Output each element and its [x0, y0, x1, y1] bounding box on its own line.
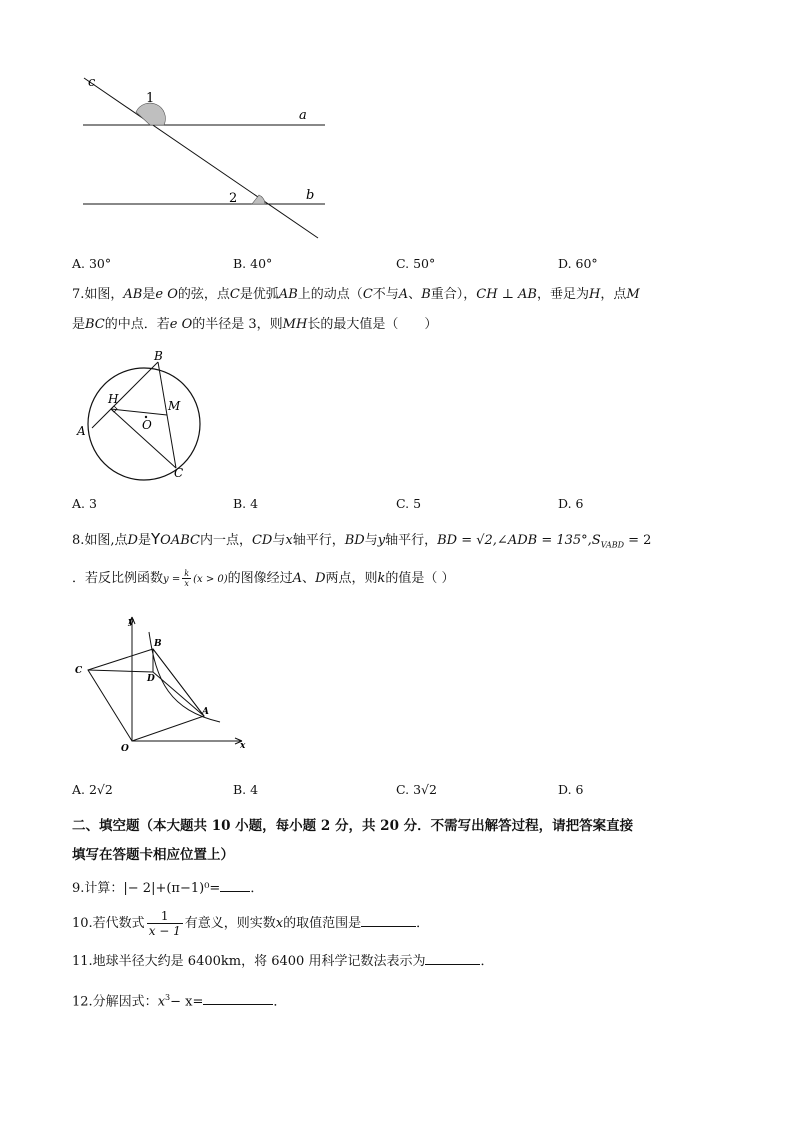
q8-line-2: ．若反比例函数y = $\frac{k}{x}$ (x > 0)的图像经过A、D两点，则k的值是（ ）: [72, 569, 455, 588]
label-b: b: [306, 188, 315, 203]
label-angle-1: 1: [146, 91, 155, 106]
q12-answer-blank: [203, 991, 273, 1005]
line-c: [84, 78, 318, 238]
label-M: M: [168, 399, 181, 413]
angle-2-marker: [252, 195, 265, 204]
label-y: y: [128, 617, 134, 627]
label-O: O: [142, 418, 152, 432]
q8-option-d: D. 6: [558, 782, 584, 797]
q7-option-c: C. 5: [396, 496, 422, 511]
q12-line: 12.分解因式：$x^3- x=$ ．: [72, 993, 287, 1010]
q8-option-a: A. 2√2: [72, 782, 113, 797]
q8-option-c: C. 3√2: [396, 782, 437, 797]
segment-ab: [153, 649, 204, 716]
q6-option-b: B. 40°: [233, 256, 273, 271]
label-D: D: [147, 674, 155, 684]
q7-option-b: B. 4: [233, 496, 259, 511]
segment-cd: [88, 670, 153, 672]
q10-answer-blank: [361, 913, 416, 927]
q9-line: 9.计算：|− 2|+(π−1)⁰= ．: [72, 878, 263, 899]
q9-answer-blank: [220, 878, 250, 892]
section-heading-line-1: 二、填空题（本大题共 10 小题，每小题 2 分，共 20 分．不需写出解答过程，请把答案直接: [72, 818, 634, 834]
parallel-lines-figure: [70, 70, 340, 245]
label-A: A: [77, 424, 86, 438]
segment-mh: [111, 409, 167, 415]
label-a: a: [299, 108, 307, 123]
label-B: B: [154, 639, 162, 649]
parallelogram-oabc: [88, 649, 204, 741]
label-c: c: [88, 75, 96, 90]
q6-option-c: C. 50°: [396, 256, 436, 271]
q8-option-b: B. 4: [233, 782, 259, 797]
label-angle-2: 2: [229, 191, 238, 206]
q7-option-d: D. 6: [558, 496, 584, 511]
section-heading-line-2: 填写在答题卡相应位置上）: [72, 847, 234, 863]
circle-chord-figure: [70, 348, 210, 483]
label-C: C: [75, 666, 83, 676]
q7-option-a: A. 3: [72, 496, 97, 511]
label-x: x: [240, 741, 246, 751]
label-A: A: [202, 707, 209, 717]
q7-line-2: 是BC的中点．若e O的半径是 3，则MH长的最大值是（ ）: [72, 317, 438, 332]
label-C: C: [174, 466, 184, 480]
angle-1-marker: [136, 103, 165, 125]
q8-line-1: 8.如图,点D是YOABC内一点，CD与x轴平行，BD与y轴平行，BD = √2,∠ADB = $135^\circ,S_{VABD} = 2$: [72, 530, 652, 550]
q6-option-a: A. 30°: [72, 256, 112, 271]
label-B: B: [154, 349, 163, 363]
q7-line-1: 7.如图，AB是e O的弦，点C是优弧AB上的动点（C不与A、B重合），CH ⊥ AB，垂足为H，点M: [72, 287, 640, 302]
parallelogram-hyperbola-figure: [70, 612, 255, 757]
label-O: O: [121, 744, 129, 754]
q11-line: 11.地球半径大约是 6400km，将 6400 用科学记数法表示为 ．: [72, 951, 493, 972]
label-H: H: [108, 392, 119, 406]
q10-line: 10.若代数式 $\frac{1}{x - 1}$ 有意义，则实数x的取值范围是 ．: [72, 909, 430, 938]
q11-answer-blank: [425, 951, 480, 965]
q6-option-d: D. 60°: [558, 256, 598, 271]
